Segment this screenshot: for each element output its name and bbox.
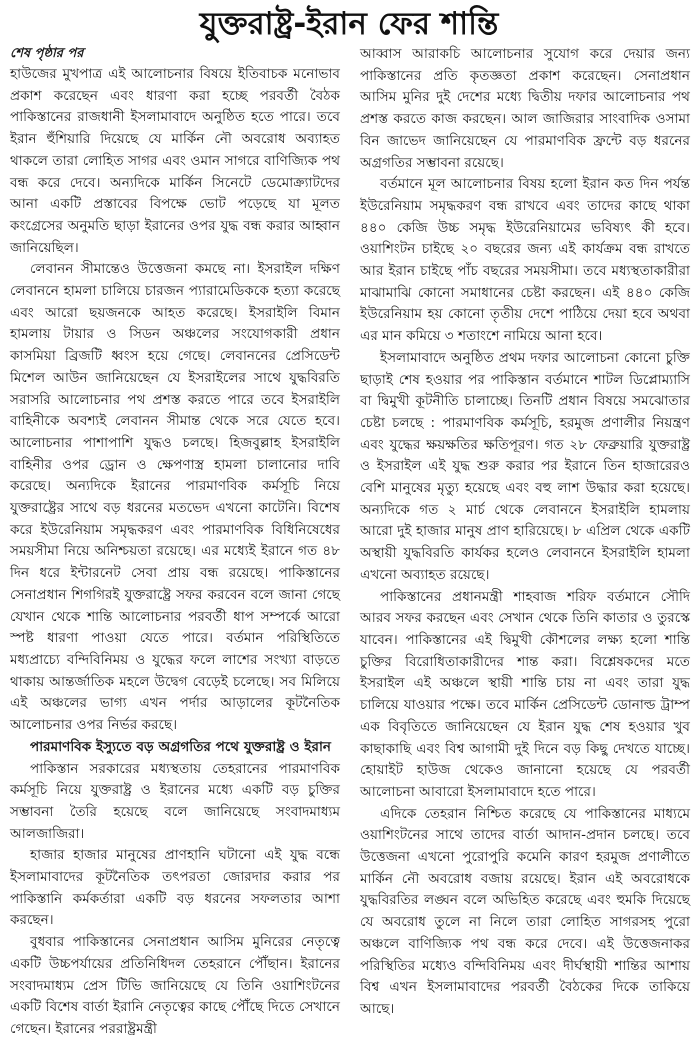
right-column [360, 44, 690, 1041]
continuation-byline: শেষ পৃষ্ঠার পর [10, 46, 84, 61]
paragraph: পাকিস্তান সরকারের মধ্যস্থতায় তেহরানের পারমাণবিক কর্মসূচি নিয়ে যুক্তরাষ্ট্র ও ইরানের মধ্যে একটি বড় চুক্তির সম্ভাবনা তৈরি হয়েছে বলে জানিয়েছে সংবাদমাধ্যম আলজাজিরা। [10, 760, 340, 842]
paragraph: হাজার হাজার মানুষের প্রাণহানি ঘটানো এই যুদ্ধ বন্ধে ইসলামাবাদের কূটনৈতিক তৎপরতা জোরদার করার পর পাকিস্তানি কর্মকর্তারা একটি বড় ধরনের সফলতার আশা করছেন। [10, 847, 340, 929]
paragraph: বর্তমানে মূল আলোচনার বিষয় হলো ইরান কত দিন পর্যন্ত ইউরেনিয়াম সমৃদ্ধকরণ বন্ধ রাখবে এবং তাদের কাছে থাকা ৪৪০ কেজি উচ্চ সমৃদ্ধ ইউরেনিয়ামের ভবিষ্যৎ কী হবে। ওয়াশিংটন চাইছে ২০ বছরের জন্য এই কার্যক্রম বন্ধ রাখতে আর ইরান চাইছে পাঁচ বছরের সময়সীমা। তবে মধ্যস্থতাকারীরা মাঝামাঝি কোনো সমাধানের চেষ্টা করছেন। এই ৪৪০ কেজি ইউরেনিয়াম হয় কোনো তৃতীয় দেশে পাঠিয়ে দেয়া হবে অথবা এর মান কমিয়ে ৩ শতাংশে নামিয়ে আনা হবে। [360, 176, 690, 345]
paragraph: বুধবার পাকিস্তানের সেনাপ্রধান আসিম মুনিরের নেতৃত্বে একটি উচ্চপর্যায়ের প্রতিনিধিদল তেহরানে পৌঁছান। ইরানের সংবাদমাধ্যম প্রেস টিভি জানিয়েছে যে তিনি ওয়াশিংটনের একটি বিশেষ বার্তা ইরানি নেতৃত্বের কাছে পৌঁছে দিতে সেখানে গেছেন। ইরানের পররাষ্ট্রমন্ত্রী [10, 934, 340, 1037]
headline: যুক্তরাষ্ট্র-ইরান ফের শান্তি [199, 6, 499, 42]
article-body [0, 44, 698, 1041]
paragraph: ইসলামাবাদে অনুষ্ঠিত প্রথম দফার আলোচনা কোনো চুক্তি ছাড়াই শেষ হওয়ার পর পাকিস্তান বর্তমানে শাটল ডিপ্লোম্যাসি বা দ্বিমুখী কূটনীতি চালাচ্ছে। তিনটি প্রধান বিষয়ে সমঝোতার চেষ্টা চলছে : পারমাণবিক কর্মসূচি, হরমুজ প্রণালীর নিয়ন্ত্রণ এবং যুদ্ধের ক্ষয়ক্ষতির ক্ষতিপূরণ। গত ২৮ ফেব্রুয়ারি যুক্তরাষ্ট্র ও ইসরাইল এই যুদ্ধ শুরু করার পর ইরানে তিন হাজারেরও বেশি মানুষের মৃত্যু হয়েছে এবং বহু লাশ উদ্ধার করা হয়েছে। অন্যদিকে গত ২ মার্চ থেকে লেবাননে ইসরাইলি হামলায় আরো দুই হাজার মানুষ প্রাণ হারিয়েছে। ৮ এপ্রিল থেকে একটি অস্থায়ী যুদ্ধবিরতি কার্যকর হলেও লেবাননে ইসরাইলি হামলা এখনো অব্যাহত রয়েছে। [360, 349, 690, 583]
paragraph: এদিকে তেহরান নিশ্চিত করেছে যে পাকিস্তানের মাধ্যমে ওয়াশিংটনের সাথে তাদের বার্তা আদান-প্রদান চলছে। তবে উত্তেজনা এখনো পুরোপুরি কমেনি কারণ হরমুজ প্রণালীতে মার্কিন নৌ অবরোধ বজায় রয়েছে। ইরান এই অবরোধকে যুদ্ধবিরতির লঙ্ঘন বলে অভিহিত করেছে এবং হুমকি দিয়েছে যে অবরোধ তুলে না নিলে তারা লোহিত সাগরসহ পুরো অঞ্চলে বাণিজ্যিক পথ বন্ধ করে দেবে। এই উত্তেজনাকর পরিস্থিতির মধ্যেও বন্দিবিনিময় এবং দীর্ঘস্থায়ী শান্তির আশায় বিশ্ব এখন ইসলামাবাদের পরবর্তী বৈঠকের দিকে তাকিয়ে আছে। [360, 805, 690, 1017]
subheading: পারমাণবিক ইস্যুতে বড় অগ্রগতির পথে যুক্তরাষ্ট্র ও ইরান [30, 738, 332, 755]
paragraph: পাকিস্তানের প্রধানমন্ত্রী শাহবাজ শরিফ বর্তমানে সৌদি আরব সফর করছেন এবং সেখান থেকে তিনি কাতার ও তুরস্কে যাবেন। পাকিস্তানের এই দ্বিমুখী কৌশলের লক্ষ্য হলো শান্তি চুক্তির বিরোধিতাকারীদের শান্ত করা। বিশ্লেষকদের মতে ইসরাইল এই অঞ্চলে স্থায়ী শান্তি চায় না এবং তারা যুদ্ধ চালিয়ে যাওয়ার পক্ষে। তবে মার্কিন প্রেসিডেন্ট ডোনাল্ড ট্রাম্প এক বিবৃতিতে জানিয়েছেন যে ইরান যুদ্ধ শেষ হওয়ার খুব কাছাকাছি এবং বিশ্ব আগামী দুই দিনে বড় কিছু দেখতে যাচ্ছে। হোয়াইট হাউজ থেকেও জানানো হয়েছে যে পরবর্তী আলোচনা আবারো ইসলামাবাদে হতে পারে। [360, 588, 690, 800]
paragraph: লেবানন সীমান্তেও উত্তেজনা কমছে না। ইসরাইল দক্ষিণ লেবাননে হামলা চালিয়ে চারজন প্যারামেডিককে হত্যা করেছে এবং আরো ছয়জনকে আহত করেছে। ইসরাইলি বিমান হামলায় টায়ার ও সিডন অঞ্চলের সংযোগকারী প্রধান কাসমিয়া ব্রিজটি ধ্বংস হয়ে গেছে। লেবাননের প্রেসিডেন্ট মিশেল আউন জানিয়েছেন যে ইসরাইলের সাথে যুদ্ধবিরতি সরাসরি আলোচনার পথ প্রশস্ত করতে পারে তবে ইসরাইলি বাহিনীকে অবশ্যই লেবানন সীমান্ত থেকে সরে যেতে হবে। আলোচনার পাশাপাশি যুদ্ধও চলছে। হিজবুল্লাহ ইসরাইলি বাহিনীর ওপর ড্রোন ও ক্ষেপণাস্ত্র হামলা চালানোর দাবি করেছে। অন্যদিকে ইরানের পারমাণবিক কর্মসূচি নিয়ে যুক্তরাষ্ট্রের সাথে বড় ধরনের মতভেদ এখনো কাটেনি। বিশেষ করে ইউরেনিয়াম সমৃদ্ধকরণ এবং পারমাণবিক বিধিনিষেধের সময়সীমা নিয়ে অনিশ্চয়তা রয়েছে। এর মধ্যেই ইরানে গত ৪৮ দিন ধরে ইন্টারনেট সেবা প্রায় বন্ধ রয়েছে। পাকিস্তানের সেনাপ্রধান শিগগিরই যুক্তরাষ্ট্রে সফর করবেন বলে জানা গেছে যেখান থেকে শান্তি আলোচনার পরবর্তী ধাপ সম্পর্কে আরো স্পষ্ট ধারণা পাওয়া যেতে পারে। বর্তমান পরিস্থিতিতে মধ্যপ্রাচ্যে বন্দিবিনিময় ও যুদ্ধের ফলে লাশের সংখ্যা বাড়তে থাকায় আন্তর্জাতিক মহলে উদ্বেগ বেড়েই চলেছে। সব মিলিয়ে এই অঞ্চলের ভাগ্য এখন পর্দার আড়ালের কূটনৈতিক আলোচনার ওপর নির্ভর করছে। [10, 261, 340, 734]
left-column [10, 44, 340, 1041]
paragraph: হাউজের মুখপাত্র এই আলোচনার বিষয়ে ইতিবাচক মনোভাব প্রকাশ করেছেন এবং ধারণা করা হচ্ছে পরবর্তী বৈঠক পাকিস্তানের রাজধানী ইসলামাবাদে অনুষ্ঠিত হতে পারে। তবে ইরান হুঁশিয়ারি দিয়েছে যে মার্কিন নৌ অবরোধ অব্যাহত থাকলে তারা লোহিত সাগর এবং ওমান সাগরে বাণিজ্যিক পথ বন্ধ করে দেবে। অন্যদিকে মার্কিন সিনেটে ডেমোক্র্যাটদের আনা একটি প্রস্তাবের বিপক্ষে ভোট পড়েছে যা মূলত কংগ্রেসের অনুমতি ছাড়া ইরানের ওপর যুদ্ধ বন্ধ করার আহ্বান জানিয়েছিল। [10, 66, 340, 256]
paragraph: আব্বাস আরাকচি আলোচনার সুযোগ করে দেয়ার জন্য পাকিস্তানের প্রতি কৃতজ্ঞতা প্রকাশ করেছেন। সেনাপ্রধান আসিম মুনির দুই দেশের মধ্যে দ্বিতীয় দফার আলোচনার পথ প্রশস্ত করতে কাজ করছেন। আল জাজিরার সাংবাদিক ওসামা বিন জাভেদ জানিয়েছেন যে পারমাণবিক ফ্রন্টে বড় ধরনের অগ্রগতির সম্ভাবনা রয়েছে। [360, 46, 690, 171]
